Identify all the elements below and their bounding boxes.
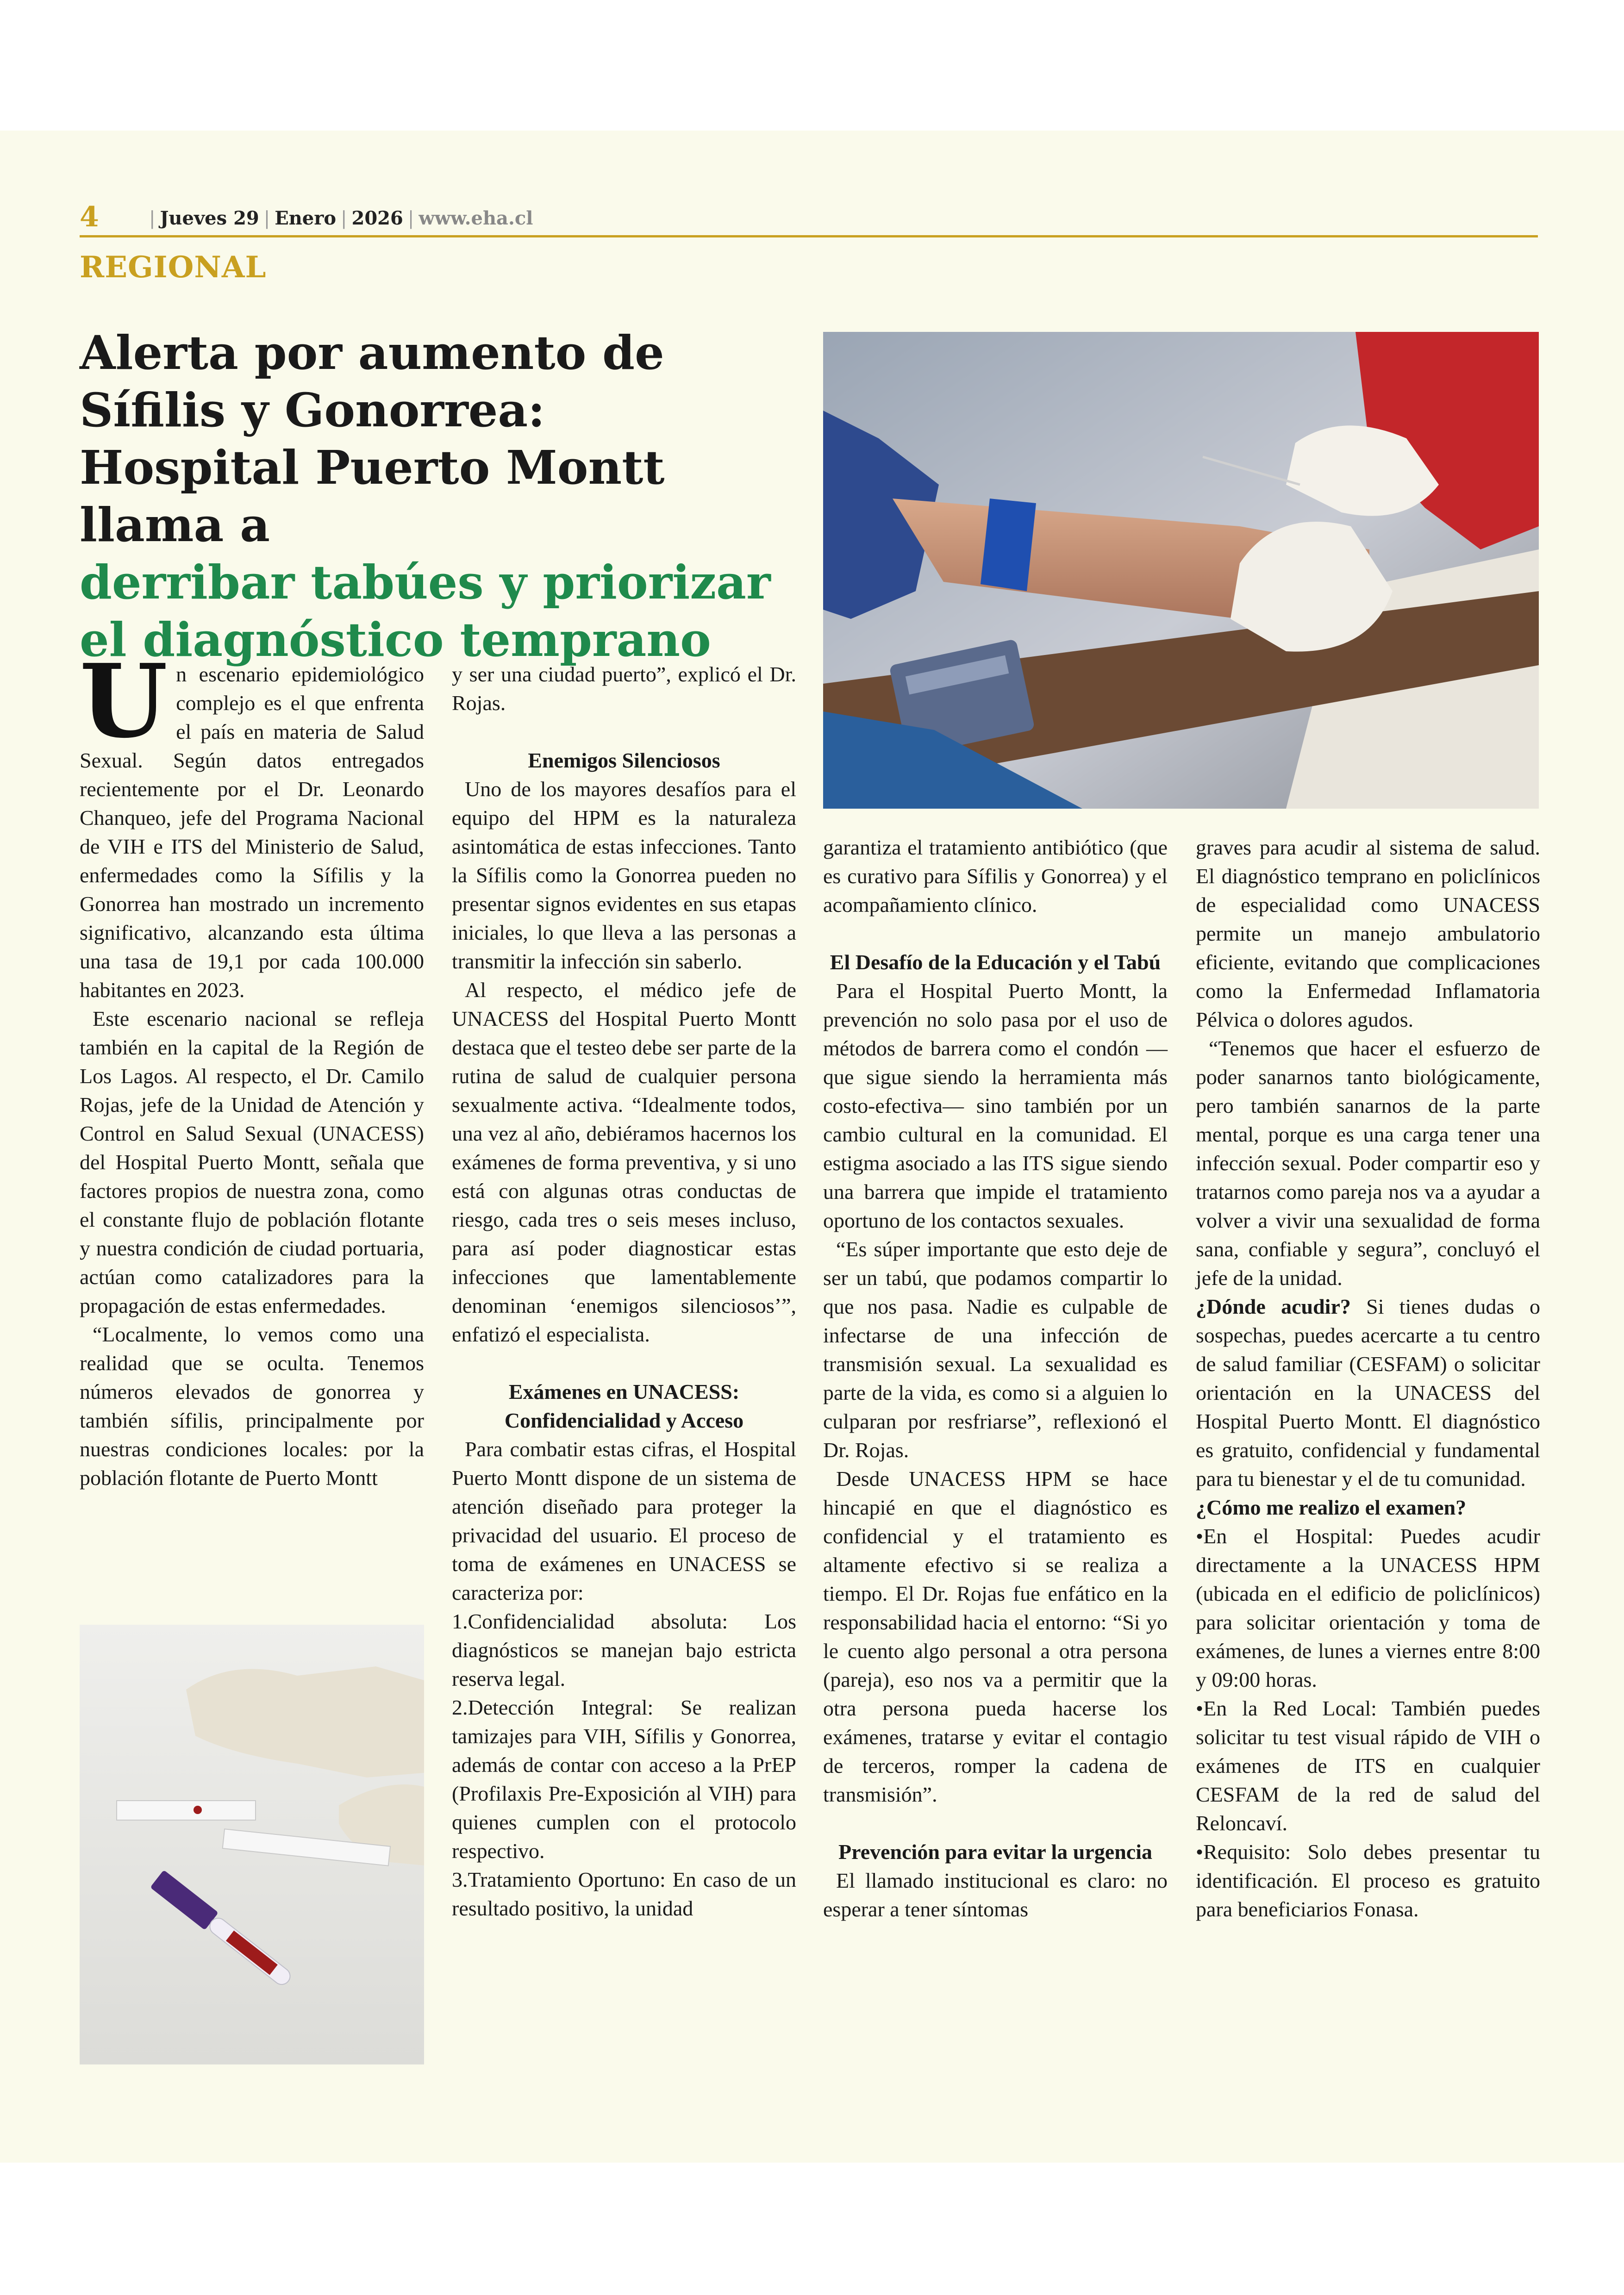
col2-paragraph-1: y ser una ciudad puerto”, explicó el Dr. Rojas. <box>452 662 796 715</box>
page-number: 4 <box>80 201 99 233</box>
col4-bullet-1: •En el Hospital: Puedes acudir directamente a la UNACESS HPM (ubicada en el edificio de policlínicos) para solicitar orientación y toma de exámenes, de lunes a viernes entre 8:00 y 09:00 horas. <box>1196 1524 1540 1691</box>
col4-paragraph-1: graves para acudir al sistema de salud. El diagnóstico temprano en policlínicos de especialidad como UNACESS permite un manejo ambulatorio eficiente, evitando que complicaciones como la Enfermedad Inflamatoria Pélvica o dolores agudos. <box>1196 836 1540 1031</box>
col3-paragraph-2: Para el Hospital Puerto Montt, la prevención no solo pasa por el uso de métodos de barrera como el condón —que sigue siendo la herramienta más costo-efectiva— sino también por un cambio cultural en la comunidad. El estigma asociado a las ITS sigue siendo una barrera que impide el tratamiento oportuno de los contactos sexuales. <box>823 979 1168 1232</box>
header-website-link[interactable]: www.eha.cl <box>418 207 533 229</box>
header-year: 2026 <box>351 207 403 229</box>
blood-draw-photo <box>823 332 1539 809</box>
col4-bullet-3: •Requisito: Solo debes presentar tu identificación. El proceso es gratuito para beneficiarios Fonasa. <box>1196 1840 1540 1921</box>
donde-acudir-text: Si tienes dudas o sospechas, puedes acercarte a tu centro de salud familiar (CESFAM) o solicitar orientación en la UNACESS del Hospital Puerto Montt. El diagnóstico es gratuito, confidencial y fundamental para tu bienestar y el de tu comunidad. <box>1196 1295 1540 1491</box>
subhead-prevencion: Prevención para evitar la urgencia <box>838 1840 1152 1864</box>
article-column-3 <box>823 833 1168 1924</box>
header-day: Jueves 29 <box>160 207 259 229</box>
col1-paragraph-1: n escenario epidemiológico complejo es el que enfrenta el país en materia de Salud Sexual. Según datos entregados recientemente por el Dr. Leonardo Chanqueo, jefe del Programa Nacional de VIH e ITS del Ministerio de Salud, enfermedades como la Sífilis y la Gonorrea han mostrado un incremento significativo, alcanzando esta última una tasa de 19,1 por cada 100.000 habitantes en 2023. <box>80 662 424 1002</box>
page-header <box>80 201 1538 237</box>
col3-paragraph-1: garantiza el tratamiento antibiótico (que es curativo para Sífilis y Gonorrea) y el acompañamiento clínico. <box>823 836 1168 917</box>
col4-donde-acudir <box>1196 1292 1540 1493</box>
col3-paragraph-4: Desde UNACESS HPM se hace hincapié en que el diagnóstico es confidencial y el tratamiento es altamente efectivo si se realiza a tiempo. El Dr. Rojas fue enfático en la responsabilidad hacia el entorno: “Si yo le cuento algo personal a otra persona (pareja), eso nos va a permitir que la otra persona pueda hacerse los exámenes, tratarse y evitar el contagio de terceros, romper la cadena de transmisión”. <box>823 1467 1168 1806</box>
donde-acudir-label: ¿Dónde acudir? <box>1196 1295 1351 1318</box>
article-column-4 <box>1196 833 1540 1924</box>
headline-part2: derribar tabúes y priorizar el diagnóstico temprano <box>80 555 771 667</box>
col2-paragraph-2: Uno de los mayores desafíos para el equipo del HPM es la naturaleza asintomática de estas infecciones. Tanto la Sífilis como la Gonorrea pueden no presentar signos evidentes en sus etapas iniciales, lo que lleva a las personas a transmitir la infección sin saberlo. <box>452 777 796 973</box>
col2-list-item-2: 2.Detección Integral: Se realizan tamizajes para VIH, Sífilis y Gonorrea, además de contar con acceso a la PrEP (Profilaxis Pre-Exposición al VIH) para quienes cumplen con el protocolo respectivo. <box>452 1696 796 1863</box>
col3-paragraph-3: “Es súper importante que esto deje de ser un tabú, que podamos compartir lo que nos pasa. Nadie es culpable de infectarse de una infección de transmisión sexual. La sexualidad es parte de la vida, es como si a alguien lo culparan por resfriarse”, reflexionó el Dr. Rojas. <box>823 1237 1168 1462</box>
col4-paragraph-2: “Tenemos que hacer el esfuerzo de poder sanarnos tanto biológicamente, pero también sanarnos de la parte mental, porque es una carga tener una infección sexual. Poder compartir eso y tratarnos como pareja nos va a ayudar a volver a vivir una sexualidad de forma sana, confiable y segura”, concluyó el jefe de la unidad. <box>1196 1036 1540 1290</box>
col4-bullet-2: •En la Red Local: También puedes solicitar tu test visual rápido de VIH o exámenes de ITS en cualquier CESFAM de la red de salud del Reloncaví. <box>1196 1696 1540 1835</box>
col2-paragraph-3: Al respecto, el médico jefe de UNACESS del Hospital Puerto Montt destaca que el testeo debe ser parte de la rutina de salud de cualquier persona sexualmente activa. “Idealmente todos, una vez al año, debiéramos hacernos los exámenes de forma preventiva, y si uno está con algunas otras conductas de riesgo, cada tres o seis meses incluso, para así poder diagnosticar estas infecciones que lamentablemente denominan ‘enemigos silenciosos’”, enfatizó el especialista. <box>452 978 796 1346</box>
section-label: REGIONAL <box>80 250 267 285</box>
header-month: Enero <box>275 207 337 229</box>
col3-paragraph-5: El llamado institucional es claro: no esperar a tener síntomas <box>823 1869 1168 1921</box>
col1-paragraph-3: “Localmente, lo vemos como una realidad que se oculta. Tenemos números elevados de gonorrea y también sífilis, principalmente por nuestras condiciones locales: por la población flotante de Puerto Montt <box>80 1322 424 1490</box>
subhead-examenes-unacess: Exámenes en UNACESS: Confidencialidad y Acceso <box>504 1380 744 1432</box>
header-meta: | Jueves 29 | Enero | 2026 | www.eha.cl <box>149 207 533 229</box>
article-column-2 <box>452 660 796 1923</box>
col2-list-item-1: 1.Confidencialidad absoluta: Los diagnósticos se manejan bajo estricta reserva legal. <box>452 1609 796 1690</box>
subhead-enemigos-silenciosos: Enemigos Silenciosos <box>528 748 720 772</box>
article-column-1 <box>80 642 424 1492</box>
drop-cap: U <box>80 642 168 761</box>
como-examen-label: ¿Cómo me realizo el examen? <box>1196 1496 1467 1519</box>
col2-paragraph-4: Para combatir estas cifras, el Hospital Puerto Montt dispone de un sistema de atención diseñado para proteger la privacidad del usuario. El proceso de toma de exámenes en UNACESS se caracteriza por: <box>452 1437 796 1604</box>
article-intro-paragraph <box>80 642 424 1004</box>
headline-part1: Alerta por aumento de Sífilis y Gonorrea: Hospital Puerto Montt llama a <box>80 325 665 552</box>
subhead-desafio-educacion: El Desafío de la Educación y el Tabú <box>830 950 1161 974</box>
col2-list-item-3: 3.Tratamiento Oportuno: En caso de un resultado positivo, la unidad <box>452 1868 796 1920</box>
blood-sample-test-photo <box>80 1625 424 2064</box>
col1-paragraph-2: Este escenario nacional se refleja también en la capital de la Región de Los Lagos. Al respecto, el Dr. Camilo Rojas, jefe de la Unidad de Atención y Control en Salud Sexual (UNACESS) del Hospital Puerto Montt, señala que factores propios de nuestra zona, como el constante flujo de población flotante y nuestra condición de ciudad portuaria, actúan como catalizadores para la propagación de estas enfermedades. <box>80 1007 424 1317</box>
article-headline <box>80 324 774 668</box>
